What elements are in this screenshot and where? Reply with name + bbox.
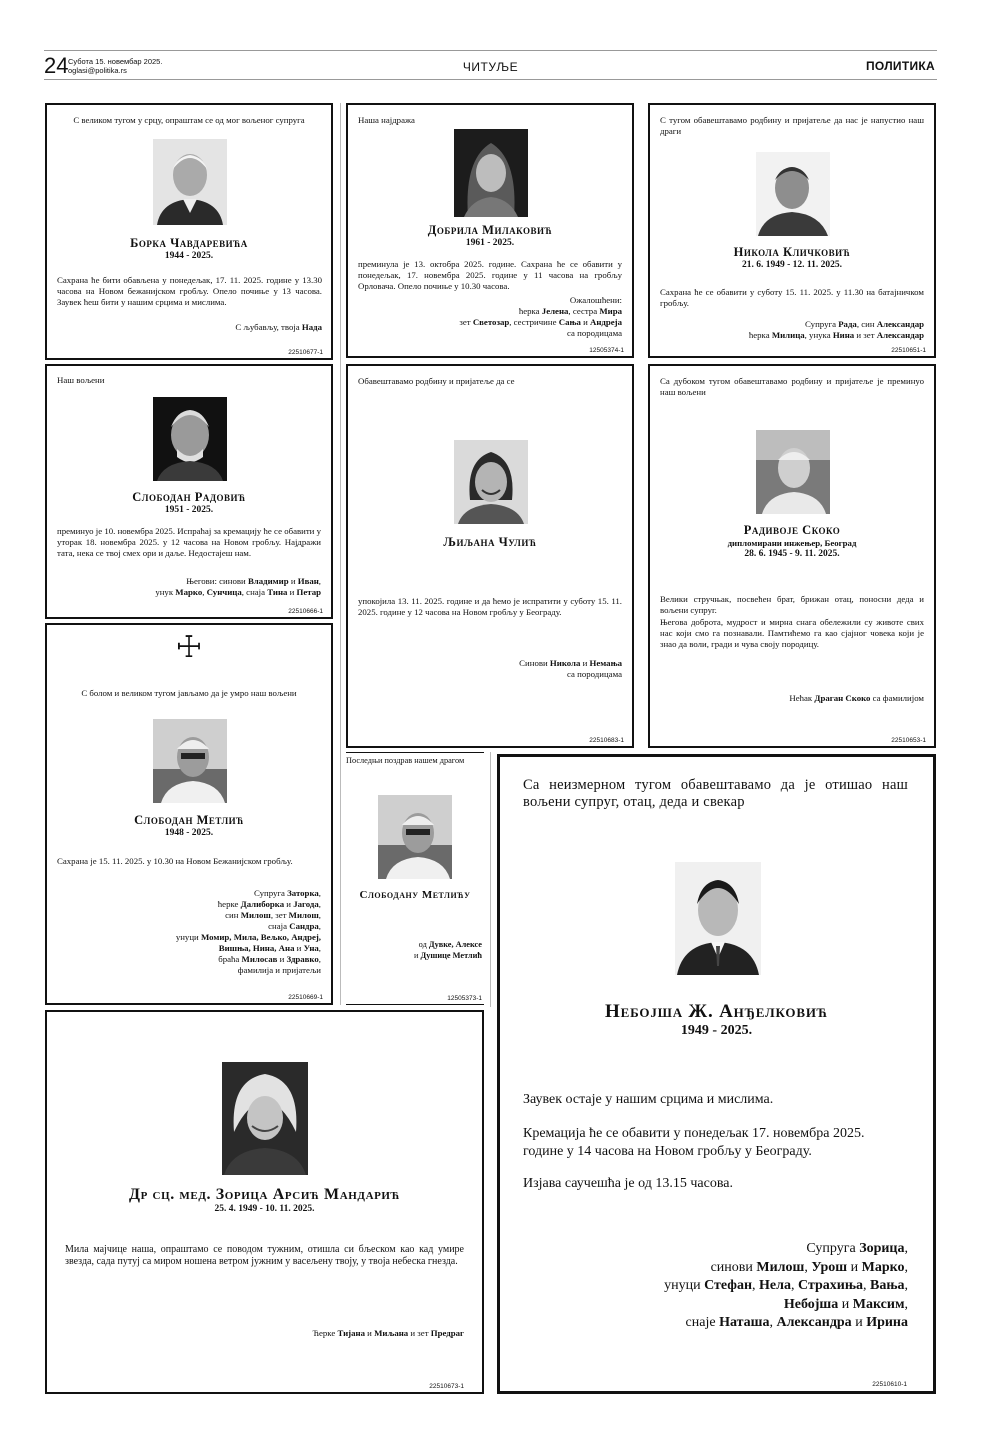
signature-line: унуци Стефан, Нела, Страхиња, Вања, (664, 1278, 908, 1293)
signature: Нећак Драган Скоко са фамилијом (789, 693, 924, 703)
signature-line: браћа Милосав и Здравко, (218, 954, 321, 964)
obituary-intro: Обавештавамо родбину и пријатеље да се (358, 376, 515, 386)
ad-reference: 22510651-1 (891, 347, 926, 354)
signature-line: ћерка Милица, унука Нина и зет Александар (748, 330, 924, 340)
signature (57, 888, 321, 976)
signature-line: Супруга Зорица, (806, 1241, 908, 1256)
deceased-name: Слободан Радовић (132, 490, 246, 504)
life-years: 1948 - 2025. (164, 828, 214, 838)
obituary-intro: Са неизмерном тугом обавештавамо да је отишао наш вољени супруг, отац, деда и свекар (523, 777, 908, 810)
deceased-name: Љиљана Чулић (443, 535, 537, 549)
obituary-metlic (45, 623, 333, 1005)
eulogy-text: Велики стручњак, посвећен брат, брижан отац, поносни деда и вољени супруг. (660, 594, 924, 615)
condolence-time: Изјава саучешћа је од 13.15 часова. (523, 1176, 733, 1191)
signature (358, 295, 622, 339)
life-years: 21. 6. 1949 - 12. 11. 2025. (741, 260, 842, 270)
obituary-klickovic (648, 103, 936, 358)
signature (346, 939, 482, 961)
header-bottom-rule (44, 79, 937, 80)
ad-reference: 22510683-1 (589, 737, 624, 744)
portrait-photo (454, 440, 528, 524)
ad-reference: 22510653-1 (891, 737, 926, 744)
signature-line: ћерке Далиборка и Јагода, (217, 899, 321, 909)
signature-line: фамилија и пријатељи (237, 965, 321, 975)
obituary-mandaric (45, 1010, 484, 1394)
ad-reference: 12505374-1 (589, 347, 624, 354)
eulogy-poem: Мила мајчице наша, опраштамо се поводом тужним, отишла си бљеском као кад умире звезда, сада путуј са миром ношена ветром јужним у васељену твоју, у твоја небеска гнезда. (65, 1244, 464, 1267)
ad-reference: 22510666-1 (288, 608, 323, 615)
deceased-name: Слободану Метлићу (359, 889, 471, 901)
signature-line: Вишња, Нина, Ана и Уна, (218, 943, 321, 953)
funeral-details: Сахрана ће бити обављена у понедељак, 17. 11. 2025. године у 13.30 часова на Новом бежанијском гробљу. Опело почиње у 13 часова. Заувек ћеш бити у нашим срцима и мислима. (57, 275, 322, 307)
column-divider (490, 752, 491, 1007)
obituary-skoko (648, 364, 936, 748)
obituary-radovic (45, 364, 333, 619)
signature-line: од Дувке, Алексе (418, 940, 482, 949)
obituary-intro: Последњи поздрав нашем драгом (346, 756, 465, 765)
funeral-details: упокојила 13. 11. 2025. године и да ћемо је испратити у суботу 15. 11. 2025. године у 12 часова на Новом гробљу у Београду. (358, 596, 622, 617)
life-years: 1944 - 2025. (164, 251, 214, 261)
ad-reference: 22510677-1 (288, 349, 323, 356)
section-title: ЧИТУЉЕ (462, 60, 519, 74)
obituary-intro: Са дубоком тугом обавештавамо родбину и пријатеље је преминуо наш вољени (660, 376, 924, 397)
obituary-intro: С тугом обавештавамо родбину и пријатеље да нас је напустио наш драги (660, 115, 924, 136)
life-years: 1951 - 2025. (164, 505, 214, 515)
orthodox-cross-icon: ☩ (175, 631, 203, 664)
deceased-name: Небојша Ж. Анђелковић (605, 1001, 828, 1022)
funeral-details: Сахрана је 15. 11. 2025. у 10.30 на Новом Бежанијском гробљу. (57, 856, 293, 866)
signature-line: синови Милош, Урош и Марко, (710, 1259, 908, 1275)
newspaper-logo: ПОЛИТИКА (865, 59, 935, 73)
obituary-intro: С болом и великом тугом јављамо да је умро наш вољени (81, 688, 297, 698)
signature (660, 319, 924, 341)
obituary-intro: Наша најдража (358, 115, 415, 125)
portrait-photo (153, 397, 227, 481)
obituary-andjelkovic (497, 754, 936, 1394)
deceased-name: Никола Кличковић (733, 245, 851, 259)
signature-line: Ожалошћени: (569, 295, 622, 305)
portrait-photo (756, 152, 830, 236)
signature-line: снаје Наташа, Александра и Ирина (685, 1315, 908, 1330)
signature-line: Синови Никола и Немања (519, 658, 622, 668)
ad-reference: 22510610-1 (872, 1381, 907, 1388)
signature-line: снаја Сандра, (268, 921, 321, 931)
ad-reference: 12505373-1 (447, 995, 482, 1002)
eulogy-text: Заувек остаје у нашим срцима и мислима. (523, 1092, 774, 1107)
signature-line: зет Светозар, сестричине Сања и Андреја (459, 317, 622, 327)
signature-line: са породицама (567, 328, 622, 338)
signature-line: Његови: синови Владимир и Иван, (186, 576, 321, 586)
page-number: 24 (44, 53, 69, 78)
signature (523, 1240, 908, 1333)
profession: дипломирани инжењер, Београд (727, 538, 857, 548)
eulogy-text: Његова доброта, мудрост и мирна снага обележили су животе свих нас који смо га познавали. Памтићемо га као сјајног човека који је знао да воли, гради и чува своју породицу. (660, 617, 924, 649)
funeral-details: преминула је 13. октобра 2025. године. Сахрана ће се обавити у понедељак, 17. новембра 2025. године у 11 часова на гробљу Орловача. Опело почиње у 10.30 часова. (358, 259, 622, 291)
signature-line: Небојша и Максим, (783, 1296, 908, 1312)
deceased-name: Добрила Милаковић (427, 223, 553, 237)
funeral-details: Кремација ће се обавити у понедељак 17. новембра 2025. године у 14 часова на Новом гробљу у Београду. (523, 1126, 865, 1159)
signature (358, 658, 622, 680)
portrait-photo (153, 719, 227, 803)
obituary-milakovic (346, 103, 634, 358)
deceased-name: Слободан Метлић (134, 813, 244, 827)
column-divider (340, 103, 341, 1005)
life-years: 25. 4. 1949 - 10. 11. 2025. (214, 1204, 315, 1214)
signature-line: са породицама (567, 669, 622, 679)
ad-reference: 22510673-1 (429, 1383, 464, 1390)
portrait-photo (756, 430, 830, 514)
portrait-photo (454, 129, 528, 217)
obituary-chavdarevic (45, 103, 333, 360)
issue-date: Субота 15. новембар 2025. (68, 57, 163, 66)
signature-text: С љубављу, твоја (235, 322, 300, 332)
obituary-metlicu (346, 752, 484, 1005)
signature-line: син Милош, зет Милош, (225, 910, 321, 920)
deceased-name: Др сц. мед. Зорица Арсић Мандарић (129, 1186, 400, 1203)
portrait-photo (222, 1062, 308, 1175)
life-years: 1949 - 2025. (680, 1023, 753, 1038)
signature-line: Супруга Рада, син Александар (805, 319, 924, 329)
signature-line: унуци Момир, Мила, Вељко, Андреј, (175, 932, 321, 942)
life-years: 28. 6. 1945 - 9. 11. 2025. (744, 549, 840, 559)
contact-email: oglasi@politika.rs (68, 66, 127, 75)
signature-line: унук Марко, Сунчица, снаја Тина и Петар (155, 587, 321, 597)
signature (57, 576, 321, 598)
signature: Ћерке Тијана и Миљана и зет Предраг (312, 1328, 464, 1338)
ad-reference: 22510669-1 (288, 994, 323, 1001)
obituary-culic (346, 364, 634, 748)
funeral-details: Сахрана ће се обавити у суботу 15. 11. 2025. у 11.30 на батајничком гробљу. (660, 287, 924, 308)
signature-line: Супруга Заторка, (253, 888, 321, 898)
signature-line: ћерка Јелена, сестра Мира (518, 306, 622, 316)
obituary-intro: Наш вољени (57, 375, 105, 385)
portrait-photo (153, 139, 227, 225)
obituary-intro: С великом тугом у срцу, опраштам се од мог вољеног супруга (73, 115, 305, 125)
signature (57, 322, 322, 333)
signature-name: Нада (301, 322, 322, 332)
funeral-details: преминуо је 10. новембра 2025. Испраћај за кремацију ће се обавити у уторак 18. новембра 2025. у 12 часова на Новом гробљу. Најдражи тата, нека се твој смех ори и даље. Недостајеш нам. (57, 526, 321, 558)
portrait-photo (675, 862, 761, 975)
deceased-name: Радивоје Скоко (743, 523, 841, 537)
portrait-photo (378, 795, 452, 879)
life-years: 1961 - 2025. (465, 238, 515, 248)
deceased-name: Борка Чавдаревића (130, 236, 248, 250)
header-top-rule (44, 50, 937, 51)
signature-line: и Душице Метлић (413, 951, 482, 960)
